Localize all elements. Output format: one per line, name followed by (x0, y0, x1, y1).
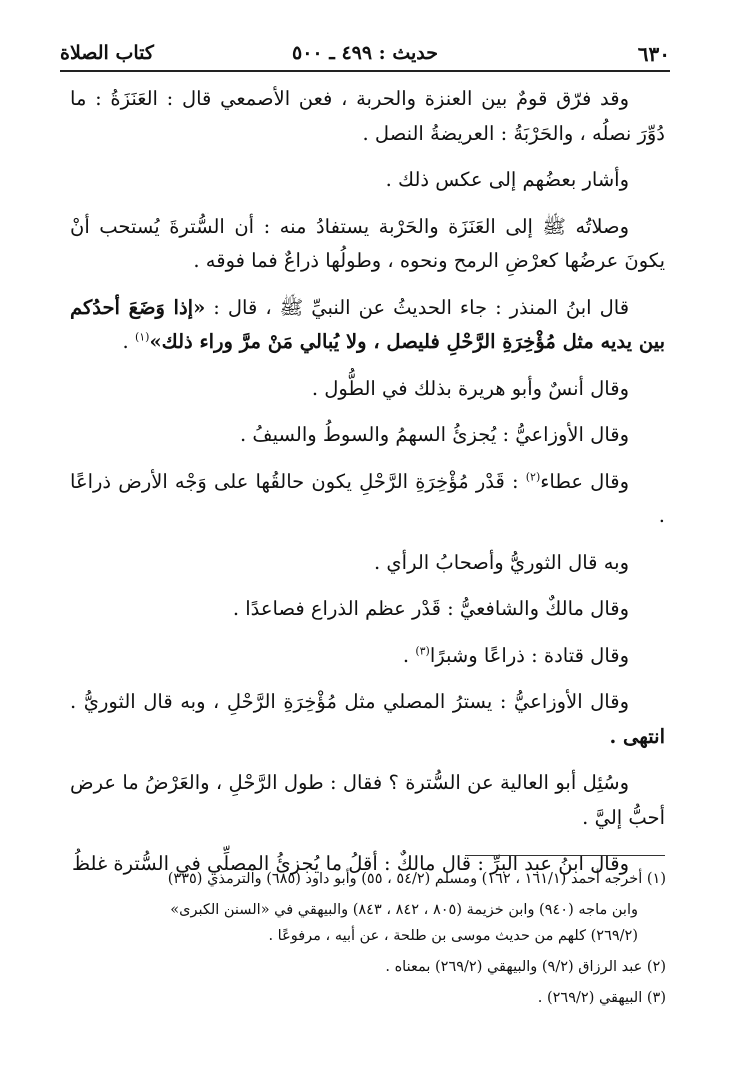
paragraph-tail: . (402, 643, 410, 667)
header-rule (60, 70, 670, 72)
footnote: (٣) البيهقي (٢٦٩/٢) . (537, 990, 666, 1006)
paragraph-end-mark: انتهى . (609, 724, 665, 748)
main-text (70, 82, 665, 894)
paragraph (70, 291, 665, 360)
paragraph-lead: وقال قتادة : ذراعًا وشبرًا (429, 643, 629, 667)
paragraph-tail: . (122, 330, 129, 353)
hadith-range: حديث : ٤٩٩ ـ ٥٠٠ (292, 42, 438, 64)
footnote-line: (١) أخرجه أحمد (١٦١/١ ، ١٦٢) ومسلم (٥٤/٢ ، ٥٥) وأبو داود (٦٨٥) والترمذي (٣٣٥) (167, 871, 666, 887)
footnote-line: وابن ماجه (٩٤٠) وابن خزيمة (٨٠٥ ، ٨٤٢ ، ٨٤٣) والبيهقي في «السنن الكبرى» (170, 902, 638, 918)
footnote (66, 866, 666, 949)
paragraph: وقال ابنُ عبد البرِّ : قال مالكٌ : أقلُ ما يُجزئُ المصلِّي في السُّترة غلظُ (72, 852, 629, 875)
paragraph (70, 685, 665, 754)
paragraph: وقال الأوزاعيُّ : يُجزئُ السهمُ والسوطُ والسيفُ . (240, 423, 629, 446)
footnote-line: (٢٦٩/٢) كلهم من حديث موسى بن طلحة ، عن أبيه ، مرفوعًا . (268, 928, 638, 944)
paragraph-lead: وقال الأوزاعيُّ : يسترُ المصلي مثل مُؤْخِرَةِ الرَّحْلِ ، وبه قال الثوريُّ . (70, 690, 629, 713)
paragraph-lead: وقال عطاء (540, 469, 630, 493)
hadith-quote: «إذا وَضَعَ أحدُكم بين يديه مثل مُؤْخِرَةِ الرَّحْلِ فليصل ، ولا يُبالي مَنْ مرَّ وراء ذلك» (70, 295, 665, 353)
paragraph: وقال أنسٌ وأبو هريرة بذلك في الطُّول . (311, 376, 629, 400)
paragraph (70, 639, 665, 674)
paragraph (70, 465, 665, 534)
paragraph: وقد فرّق قومٌ بين العنزة والحربة ، فعن الأصمعي قال : العَنَزَةُ : ما دُوِّرَ نصلُه ، والحَرْبَةُ : العريضةُ النصل . (70, 87, 665, 145)
book-title: كتاب الصلاة (60, 42, 154, 64)
paragraph: وأشار بعضُهم إلى عكس ذلك . (385, 168, 629, 191)
footnote-ref: (٢) (525, 470, 541, 483)
paragraph: وصلاتُه ﷺ إلى العَنَزَة والحَرْبة يستفادُ منه : أن السُّترةَ يُستحب أنْ يكونَ عرضُها كعرْضِ الرمح ونحوه ، وطولُها ذراعٌ فما فوقه . (70, 214, 665, 272)
footnote: (٢) عبد الرزاق (٩/٢) والبيهقي (٢٦٩/٢) بمعناه . (385, 959, 666, 975)
footnote-rule (465, 855, 665, 856)
footnote-ref: (١) (134, 330, 150, 344)
paragraph: وسُئِل أبو العالية عن السُّترة ؟ فقال : طول الرَّحْلِ ، والعَرْضُ ما عرض أحبُّ إليَّ . (70, 771, 665, 829)
page-number: ٦٣٠ (637, 42, 670, 66)
footnotes (66, 866, 666, 1016)
running-header (60, 36, 670, 70)
paragraph-text: : قَدْر مُؤْخِرَةِ الرَّحْلِ يكون حالقُها على وَجْه الأرض ذراعًا . (70, 469, 665, 527)
paragraph: وقال مالكٌ والشافعيُّ : قَدْر عظم الذراع فصاعدًا . (232, 597, 629, 620)
footnote-ref: (٣) (415, 644, 430, 657)
paragraph-lead: قال ابنُ المنذر : جاء الحديثُ عن النبيِّ ﷺ ، قال : (205, 295, 630, 319)
paragraph: وبه قال الثوريُّ وأصحابُ الرأي . (374, 550, 629, 574)
